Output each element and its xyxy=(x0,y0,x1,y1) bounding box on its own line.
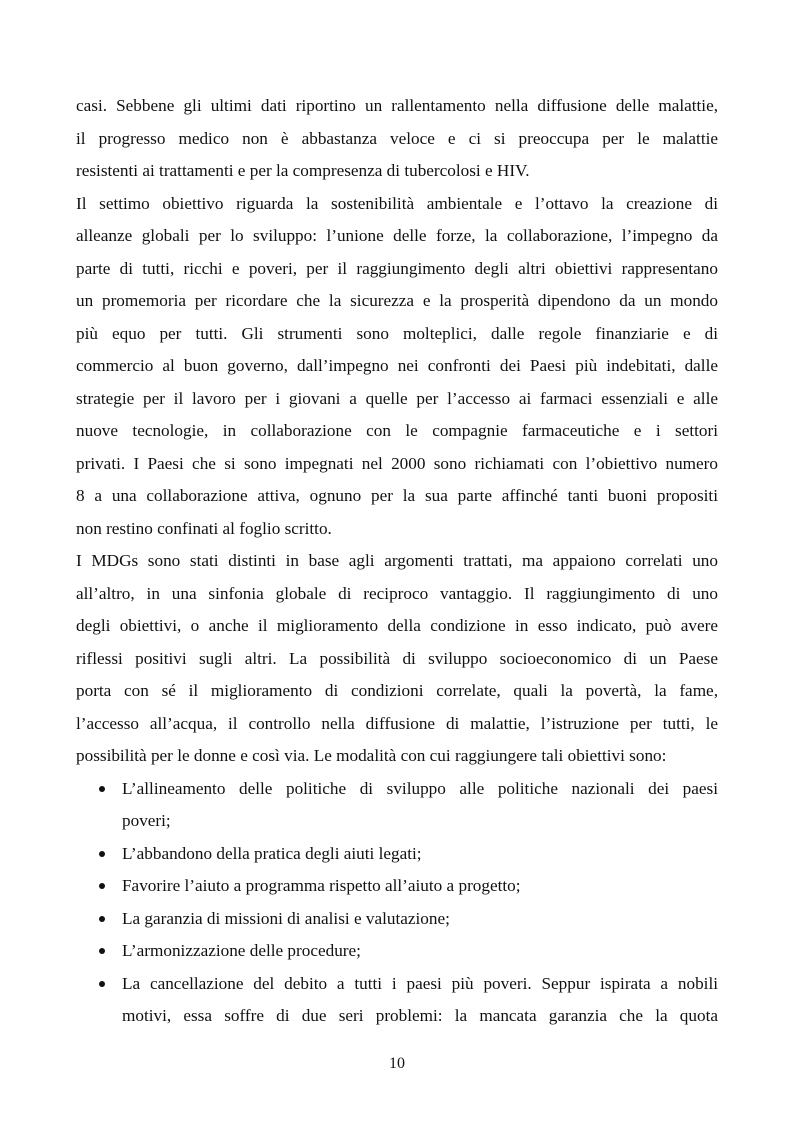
bullet-icon xyxy=(99,883,105,889)
list-item xyxy=(76,870,718,903)
text-line: commercio al buon governo, dall’impegno nei confronti dei Paesi più indebitati, dalle xyxy=(76,356,718,375)
text-line: il progresso medico non è abbastanza veloce e ci si preoccupa per le malattie xyxy=(76,128,718,148)
bullet-icon xyxy=(99,981,105,987)
paragraph-1 xyxy=(76,90,718,188)
text-line: poveri; xyxy=(122,811,171,830)
text-line: L’allineamento delle politiche di sviluppo alle politiche nazionali dei paesi xyxy=(122,778,718,798)
text-line: La garanzia di missioni di analisi e valutazione; xyxy=(122,908,450,928)
text-line: all’altro, in una sinfonia globale di reciproco vantaggio. Il raggiungimento di uno xyxy=(76,583,718,603)
text-line: riflessi positivi sugli altri. La possibilità di sviluppo socioeconomico di un Paese xyxy=(76,648,718,668)
text-line: resistenti ai trattamenti e per la compresenza di tubercolosi e HIV. xyxy=(76,161,530,180)
text-line: l’accesso all’acqua, il controllo nella diffusione di malattie, l’istruzione per tutti, le xyxy=(76,713,718,733)
bullet-icon xyxy=(99,786,105,792)
bullet-list xyxy=(76,773,718,1033)
text-line: casi. Sebbene gli ultimi dati riportino un rallentamento nella diffusione delle malattie, xyxy=(76,96,718,115)
text-line: L’abbandono della pratica degli aiuti legati; xyxy=(122,843,422,863)
bullet-icon xyxy=(99,916,105,922)
text-line: porta con sé il miglioramento di condizioni correlate, quali la povertà, la fame, xyxy=(76,681,718,700)
text-line: Il settimo obiettivo riguarda la sostenibilità ambientale e l’ottavo la creazione di xyxy=(76,193,718,213)
paragraph-2 xyxy=(76,188,718,546)
list-item xyxy=(76,773,718,838)
text-line: motivi, essa soffre di due seri problemi: la mancata garanzia che la quota xyxy=(122,1006,718,1025)
list-item xyxy=(76,968,718,1033)
text-line: un promemoria per ricordare che la sicurezza e la prosperità dipendono da un mondo xyxy=(76,291,718,310)
text-line: possibilità per le donne e così via. Le modalità con cui raggiungere tali obiettivi sono: xyxy=(76,746,667,765)
text-line: L’armonizzazione delle procedure; xyxy=(122,941,361,960)
bullet-icon xyxy=(99,948,105,954)
text-line: nuove tecnologie, in collaborazione con le compagnie farmaceutiche e i settori xyxy=(76,421,718,440)
body-text xyxy=(76,90,718,1033)
paragraph-3 xyxy=(76,545,718,773)
text-line: non restino confinati al foglio scritto. xyxy=(76,518,332,538)
text-line: I MDGs sono stati distinti in base agli argomenti trattati, ma appaiono correlati uno xyxy=(76,551,718,570)
list-item xyxy=(76,903,718,936)
text-line: degli obiettivi, o anche il miglioramento della condizione in esso indicato, può avere xyxy=(76,616,718,635)
text-line: Favorire l’aiuto a programma rispetto all’aiuto a progetto; xyxy=(122,876,521,895)
list-item xyxy=(76,838,718,871)
bullet-icon xyxy=(99,851,105,857)
text-line: privati. I Paesi che si sono impegnati nel 2000 sono richiamati con l’obiettivo numero xyxy=(76,453,718,473)
text-line: strategie per il lavoro per i giovani a quelle per l’accesso ai farmaci essenziali e alle xyxy=(76,388,718,408)
text-line: 8 a una collaborazione attiva, ognuno per la sua parte affinché tanti buoni propositi xyxy=(76,486,718,505)
text-line: più equo per tutti. Gli strumenti sono molteplici, dalle regole finanziarie e di xyxy=(76,323,718,343)
list-item xyxy=(76,935,718,968)
text-line: parte di tutti, ricchi e poveri, per il raggiungimento degli altri obiettivi rappresentano xyxy=(76,258,718,278)
text-line: alleanze globali per lo sviluppo: l’unione delle forze, la collaborazione, l’impegno da xyxy=(76,226,718,245)
text-line: La cancellazione del debito a tutti i paesi più poveri. Seppur ispirata a nobili xyxy=(122,973,718,993)
page-number: 10 xyxy=(389,1055,405,1072)
